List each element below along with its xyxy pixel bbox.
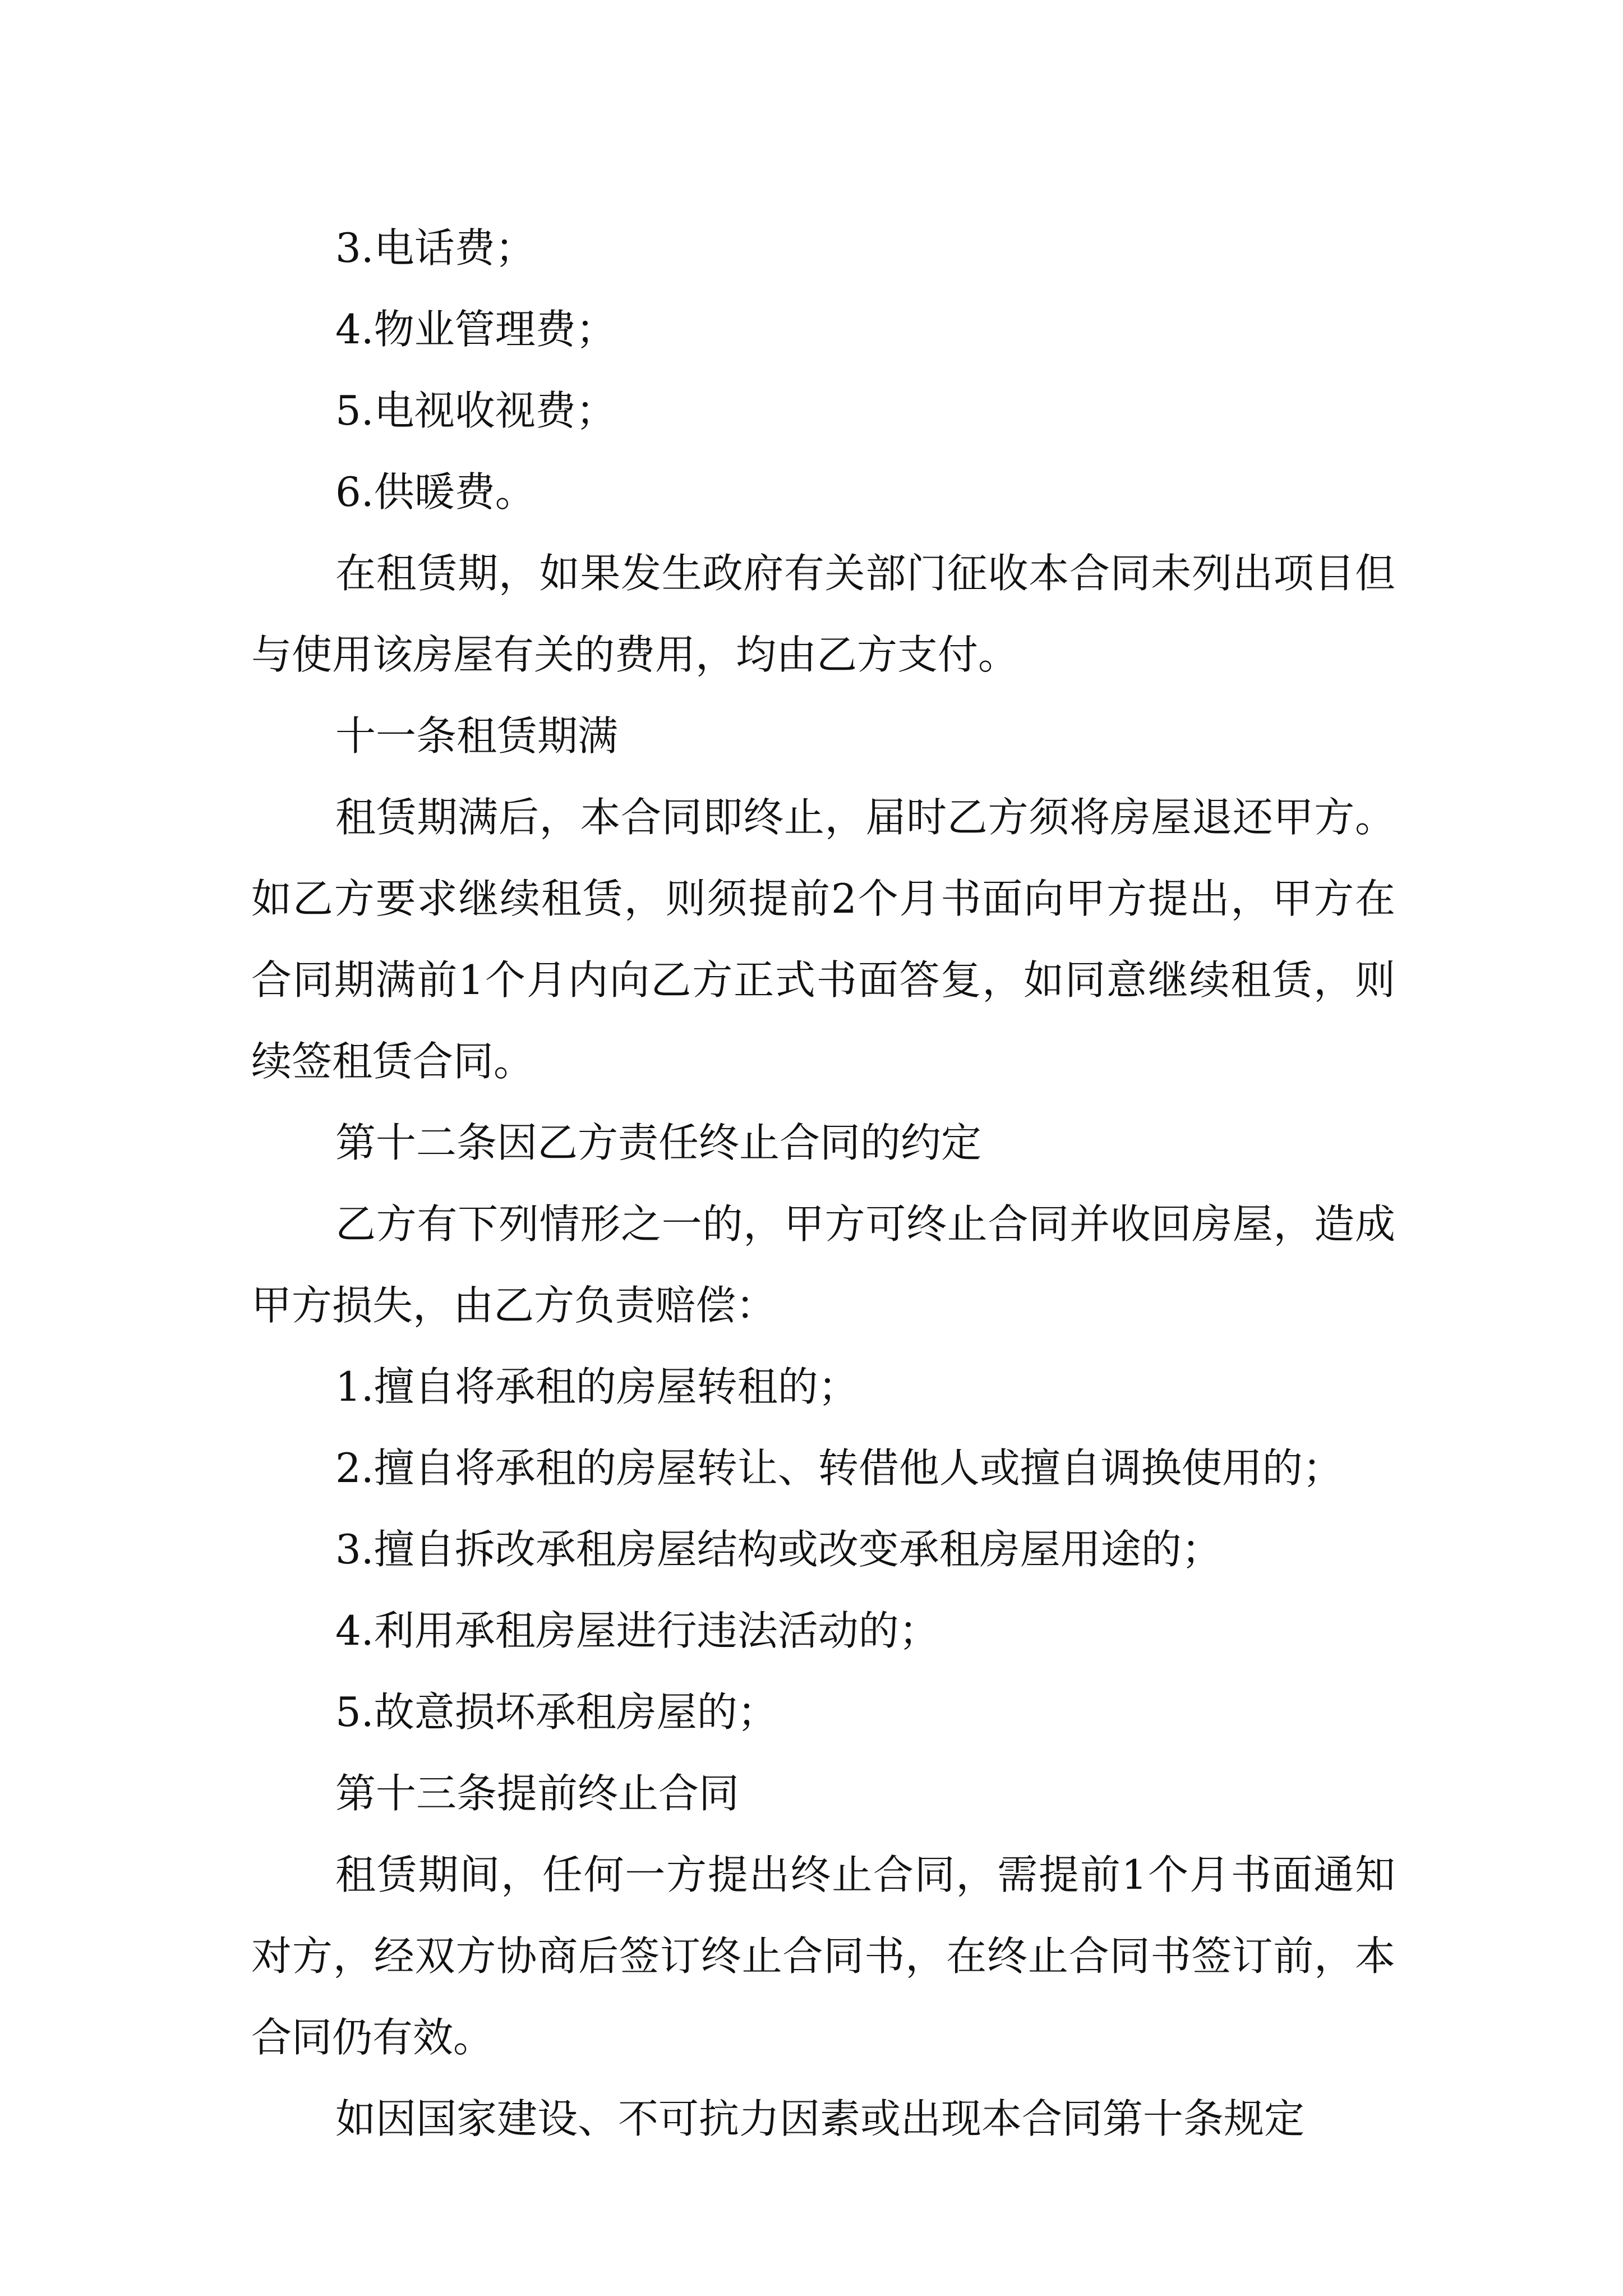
article-11-body: 租赁期满后，本合同即终止，届时乙方须将房屋退还甲方。如乙方要求继续租赁，则须提前2个月书面向甲方提出，甲方在合同期满前1个月内向乙方正式书面答复，如同意继续租赁，则续签租赁合同。 <box>251 794 1395 1085</box>
article-13-continuation: 如因国家建设、不可抗力因素或出现本合同第十条规定 <box>335 2095 1305 2142</box>
article-12-item-4: 4.利用承租房屋进行违法活动的； <box>335 1607 939 1654</box>
article-12-item-2: 2.擅自将承租的房屋转让、转借他人或擅自调换使用的； <box>335 1444 1343 1492</box>
article-13-body: 租赁期间，任何一方提出终止合同，需提前1个月书面通知对方，经双方协商后签订终止合同书，在终止合同书签订前，本合同仍有效。 <box>251 1851 1395 2061</box>
fee-item-tv: 5.电视收视费； <box>335 387 616 434</box>
fee-item-telephone: 3.电话费； <box>335 224 536 272</box>
article-12-heading: 第十二条因乙方责任终止合同的约定 <box>335 1119 982 1166</box>
contract-text-body <box>251 208 1395 2160</box>
fee-item-heating: 6.供暖费。 <box>335 468 536 516</box>
fee-item-property-management: 4.物业管理费； <box>335 306 616 353</box>
article-12-intro: 乙方有下列情形之一的，甲方可终止合同并收回房屋，造成甲方损失，由乙方负责赔偿： <box>251 1200 1395 1329</box>
article-12-item-5: 5.故意损坏承租房屋的； <box>335 1688 778 1736</box>
article-13-heading: 第十三条提前终止合同 <box>335 1770 740 1817</box>
article-12-item-3: 3.擅自拆改承租房屋结构或改变承租房屋用途的； <box>335 1526 1222 1573</box>
lease-period-fees-paragraph: 在租赁期，如果发生政府有关部门征收本合同未列出项目但与使用该房屋有关的费用，均由乙方支付。 <box>251 550 1395 678</box>
article-11-heading: 十一条租赁期满 <box>335 712 619 760</box>
article-12-item-1: 1.擅自将承租的房屋转租的； <box>335 1363 859 1410</box>
